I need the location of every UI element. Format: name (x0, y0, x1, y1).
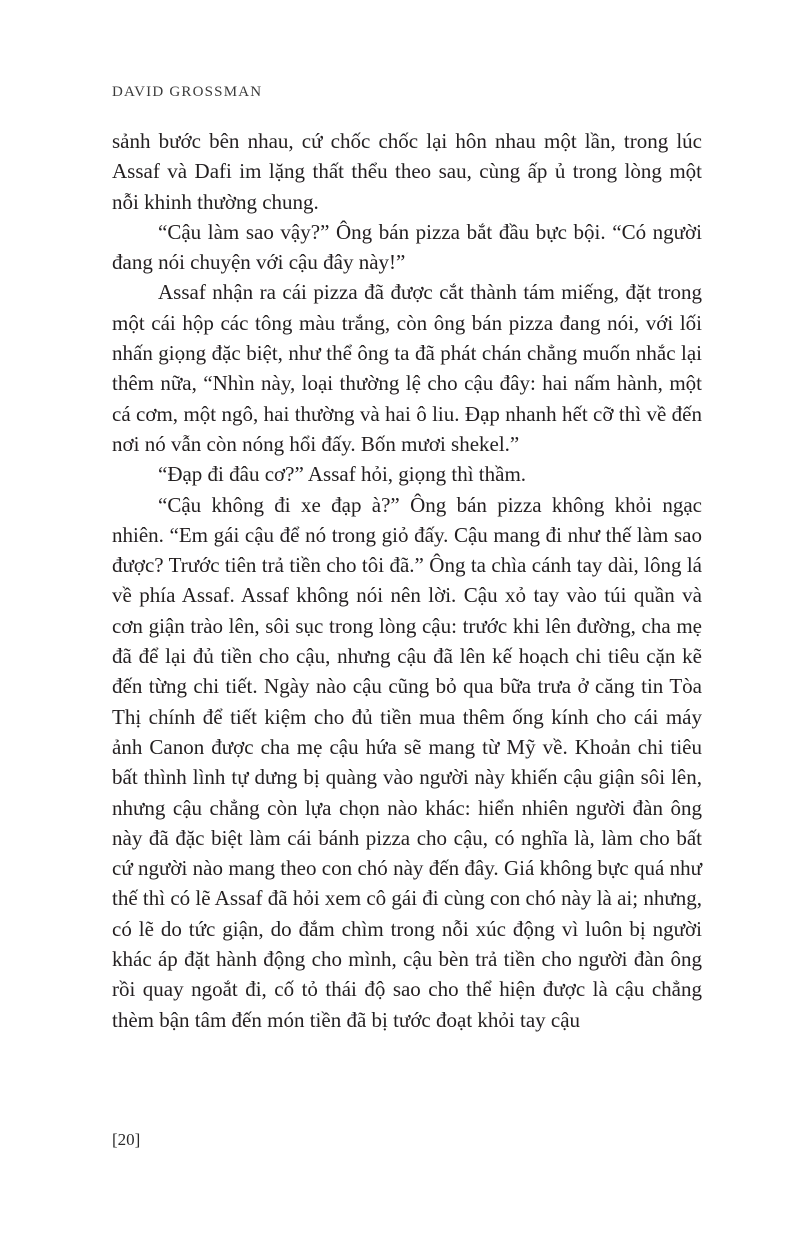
body-text (112, 126, 702, 1035)
paragraph: sảnh bước bên nhau, cứ chốc chốc lại hôn nhau một lần, trong lúc Assaf và Dafi im lặng thất thểu theo sau, cùng ấp ủ trong lòng một nỗi khinh thường chung. (112, 129, 702, 214)
running-head: DAVID GROSSMAN (112, 84, 263, 100)
paragraph: Assaf nhận ra cái pizza đã được cắt thành tám miếng, đặt trong một cái hộp các tông màu trắng, còn ông bán pizza đang nói, với lối nhấn giọng đặc biệt, như thể ông ta đã phát chán chẳng muốn nhắc lại thêm nữa, “Nhìn này, loại thường lệ cho cậu đây: hai nấm hành, một cá cơm, một ngô, hai thường và hai ô liu. Đạp nhanh hết cỡ thì về đến nơi nó vẫn còn nóng hổi đấy. Bốn mươi shekel.” (112, 280, 702, 456)
paragraph: “Cậu làm sao vậy?” Ông bán pizza bắt đầu bực bội. “Có người đang nói chuyện với cậu đây này!” (112, 219, 702, 275)
paragraph: “Cậu không đi xe đạp à?” Ông bán pizza không khỏi ngạc nhiên. “Em gái cậu để nó trong giỏ đấy. Cậu mang đi như thế làm sao được? Trước tiên trả tiền cho tôi đã.” Ông ta chìa cánh tay dài, lông lá về phía Assaf. Assaf không nói nên lời. Cậu xỏ tay vào túi quần và cơn giận trào lên, sôi sục trong lòng cậu: trước khi lên đường, cha mẹ đã để lại đủ tiền cho cậu, nhưng cậu đã lên kế hoạch chi tiêu cặn kẽ đến từng chi tiết. Ngày nào cậu cũng bỏ qua bữa trưa ở căng tin Tòa Thị chính để tiết kiệm cho đủ tiền mua thêm ống kính cho cái máy ảnh Canon được cha mẹ cậu hứa sẽ mang từ Mỹ về. Khoản chi tiêu bất thình lình tự dưng bị quàng vào người này khiến cậu giận sôi lên, nhưng cậu chẳng còn lựa chọn nào khác: hiển nhiên người đàn ông này đã đặc biệt làm cái bánh pizza cho cậu, có nghĩa là, làm cho bất cứ người nào mang theo con chó này đến đây. Giá không bực quá như thế thì có lẽ Assaf đã hỏi xem cô gái đi cùng con chó này là ai; nhưng, có lẽ do tức giận, do đắm chìm trong nỗi xúc động vì luôn bị người khác áp đặt hành động cho mình, cậu bèn trả tiền cho người đàn ông rồi quay ngoắt đi, cố tỏ thái độ sao cho thể hiện được là cậu chẳng thèm bận tâm đến món tiền đã bị tước đoạt khỏi tay cậu (112, 492, 702, 1032)
paragraph: “Đạp đi đâu cơ?” Assaf hỏi, giọng thì thầm. (158, 462, 527, 487)
page-number: [20] (112, 1130, 141, 1149)
